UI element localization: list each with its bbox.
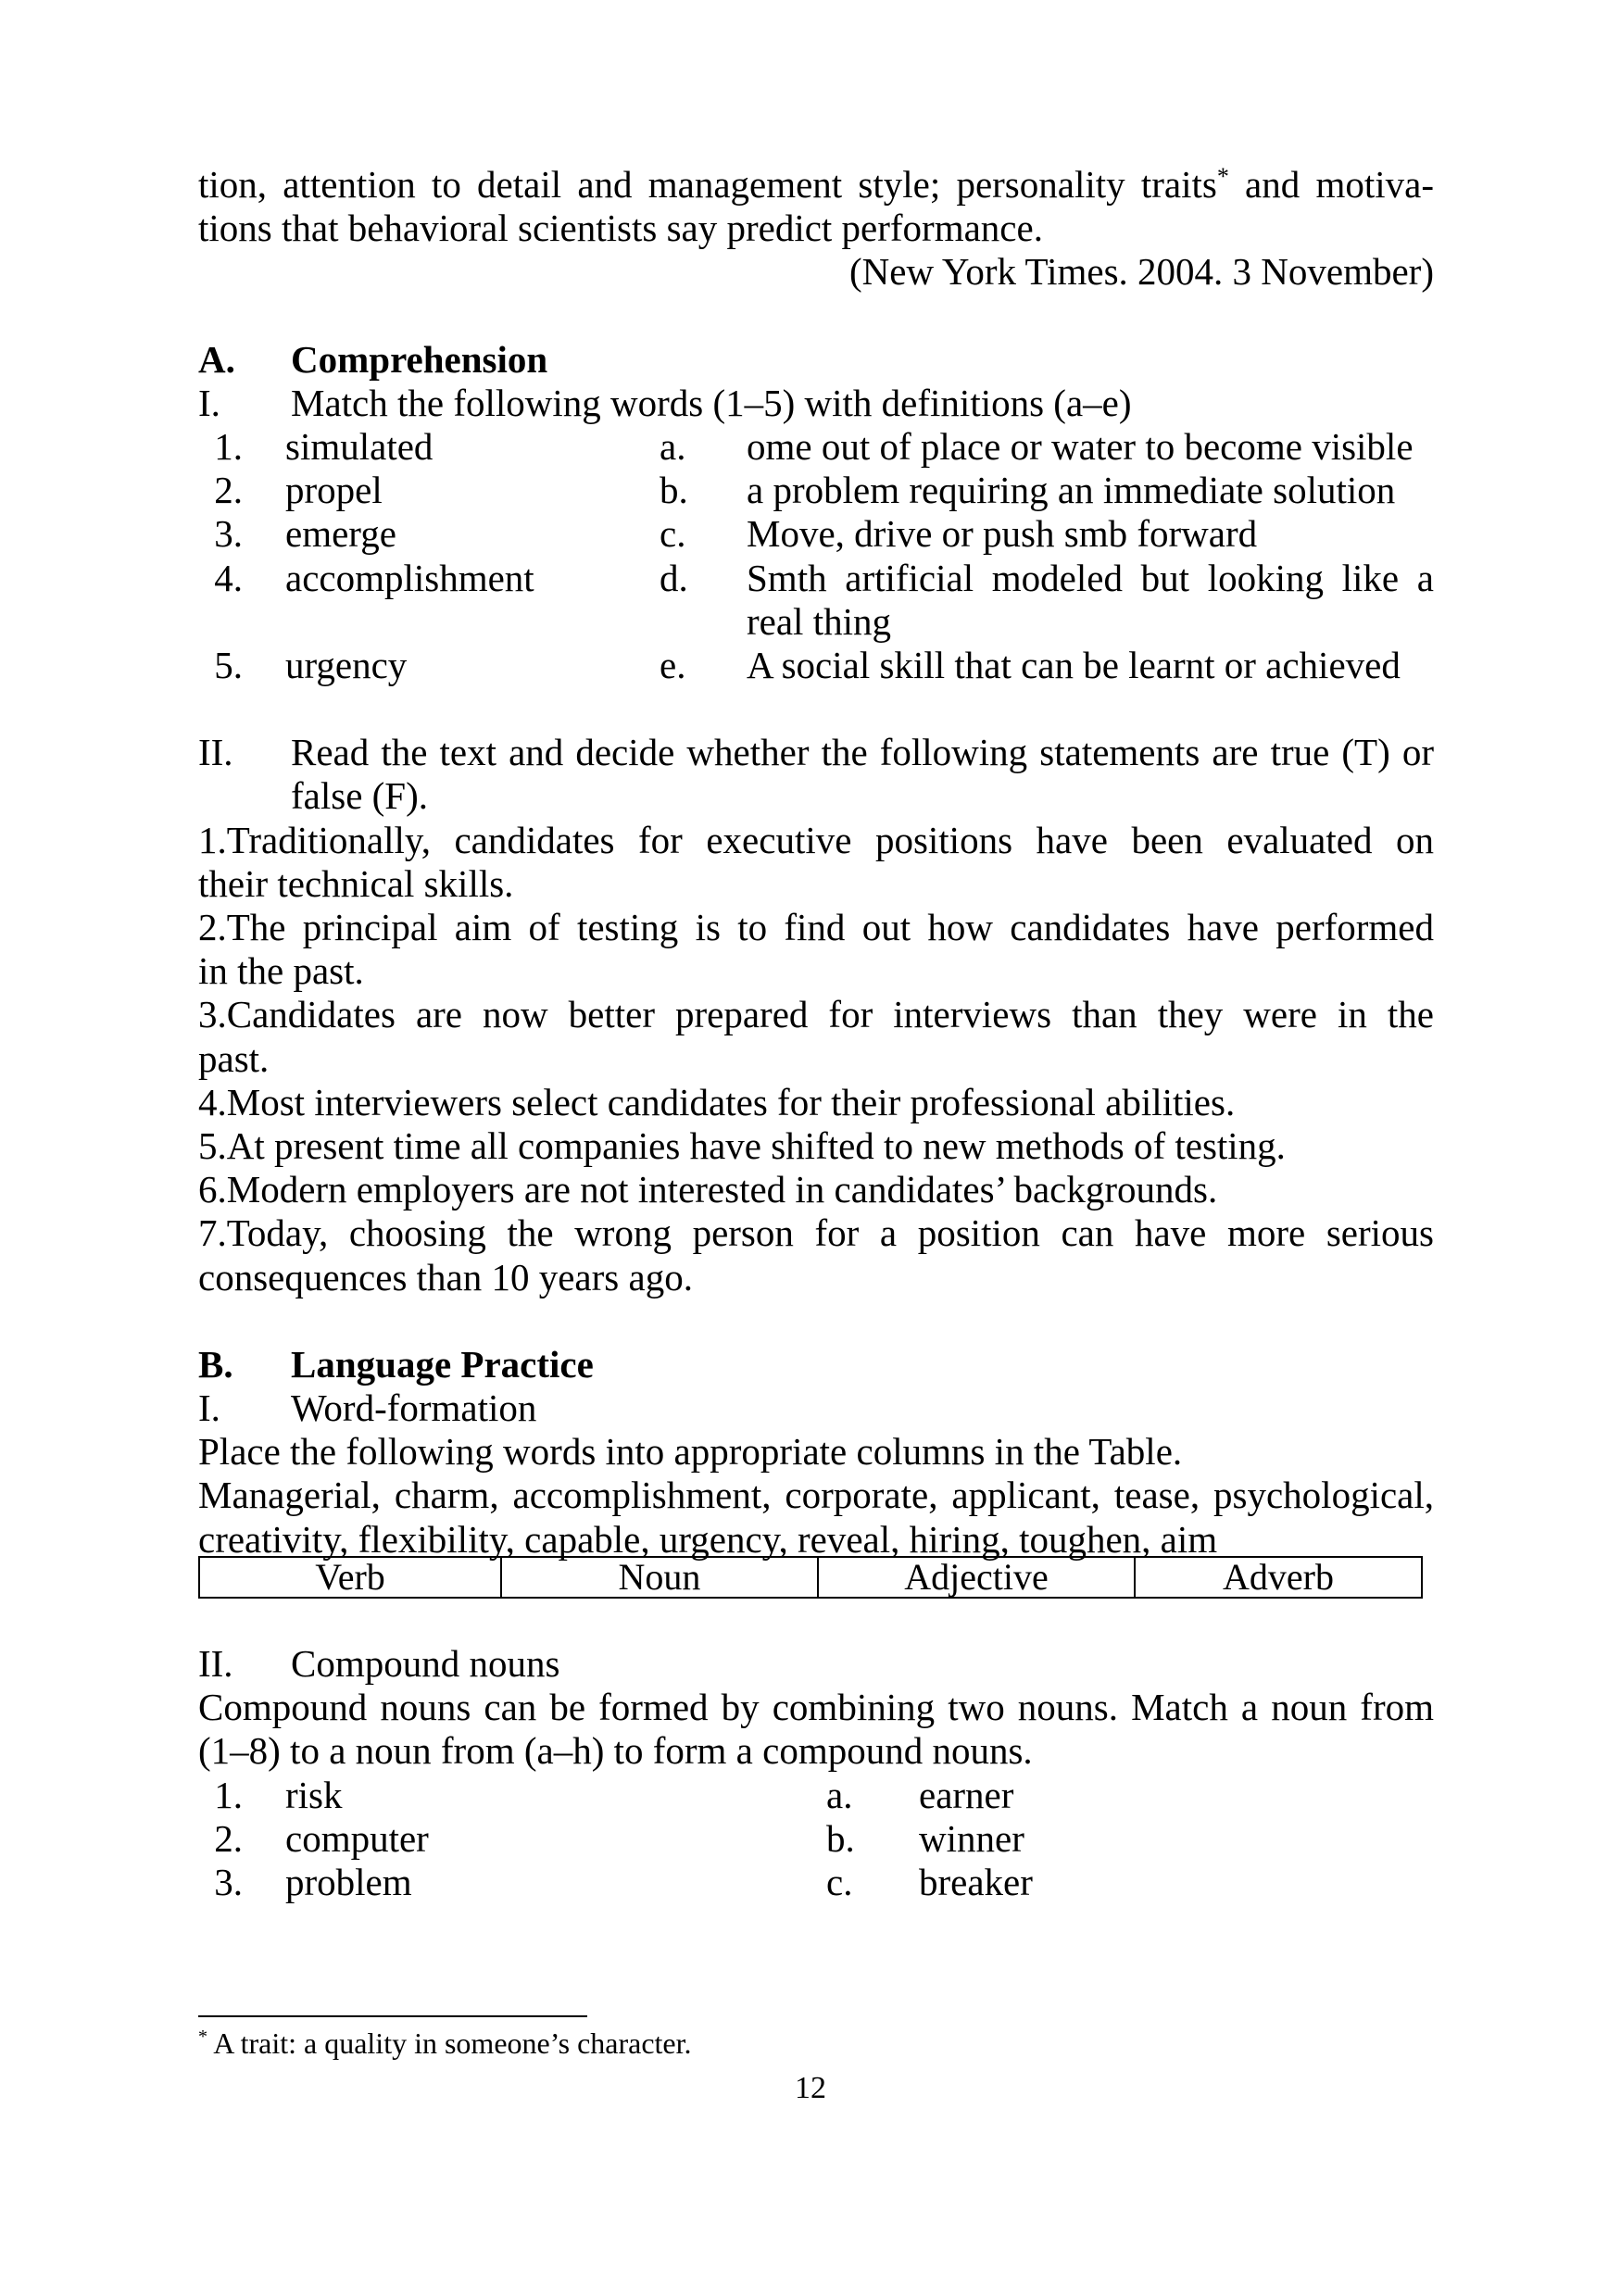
list-item: 3. emerge c. Move, drive or push smb forward xyxy=(214,512,1258,556)
exercise-b2-instruction-1: Compound nouns can be formed by combining two nouns. Match a noun from xyxy=(198,1686,1434,1729)
statement: 5.At present time all companies have shifted to new methods of testing. xyxy=(198,1124,1286,1168)
column-header-noun: Noun xyxy=(501,1557,818,1598)
word-list-line-2: creativity, flexibility, capable, urgency, reveal, hiring, toughen, aim xyxy=(198,1517,1218,1561)
statements-list xyxy=(198,819,1434,1299)
exercise-b1-title: I. Word-formation xyxy=(198,1386,537,1430)
list-item: 1. simulated a. ome out of place or water to become visible xyxy=(214,425,1414,469)
list-item: 1. risk a. earner xyxy=(214,1773,1014,1816)
exercise-b1-instruction: Place the following words into appropriate columns in the Table. xyxy=(198,1430,1183,1474)
list-item: 2. computer b. winner xyxy=(214,1816,1024,1860)
exercise-a1-instruction: I. Match the following words (1–5) with definitions (a–e) xyxy=(198,381,1132,424)
matching-list xyxy=(198,425,1434,687)
page-body xyxy=(198,163,1434,1904)
statement: 3.Candidates are now better prepared for interviews than they were in the past. xyxy=(198,993,1434,1080)
source-citation: (New York Times. 2004. 3 November) xyxy=(849,250,1434,294)
compound-list xyxy=(198,1774,1434,1905)
list-item: 5. urgency e. A social skill that can be learnt or achieved xyxy=(214,644,1401,687)
column-header-verb: Verb xyxy=(199,1557,501,1598)
intro-line-2: tions that behavioral scientists say predict performance. xyxy=(198,207,1043,250)
footnote-rule xyxy=(198,2015,587,2017)
list-item: 2. propel b. a problem requiring an immediate solution xyxy=(214,469,1396,512)
exercise-b2-instruction-2: (1–8) to a noun from (a–h) to form a compound nouns. xyxy=(198,1729,1033,1773)
word-list-line-1: Managerial, charm, accomplishment, corporate, applicant, tease, psychological, xyxy=(198,1474,1434,1517)
intro-line-1: tion, attention to detail and management style; personality traits* and motiva- xyxy=(198,163,1434,206)
statement: 6.Modern employers are not interested in candidates’ backgrounds. xyxy=(198,1168,1218,1211)
statement: 2.The principal aim of testing is to find out how candidates have performed in the past. xyxy=(198,906,1434,993)
exercise-b2-title: II. Compound nouns xyxy=(198,1641,560,1685)
word-formation-table xyxy=(198,1556,1423,1599)
statement: 7.Today, choosing the wrong person for a position can have more serious consequences than 10 years ago. xyxy=(198,1211,1434,1299)
page-number: 12 xyxy=(795,2071,826,2105)
column-header-adjective: Adjective xyxy=(818,1557,1135,1598)
list-item: 3. problem c. breaker xyxy=(214,1860,1033,1903)
exercise-a2-instruction: II. Read the text and decide whether the following statements are true (T) or false (F). xyxy=(198,731,1434,818)
column-header-adverb: Adverb xyxy=(1135,1557,1422,1598)
footnote-marker[interactable]: * xyxy=(1216,163,1229,190)
list-item: 4. accomplishment d. Smth artificial modeled but looking like a real thing xyxy=(214,556,1434,643)
section-a-heading: A. Comprehension xyxy=(198,337,548,381)
statement: 1.Traditionally, candidates for executive positions have been evaluated on their technical skills. xyxy=(198,818,1434,905)
footnote: * A trait: a quality in someone’s character. xyxy=(198,2026,692,2060)
statement: 4.Most interviewers select candidates for their professional abilities. xyxy=(198,1080,1236,1123)
section-b-heading: B. Language Practice xyxy=(198,1342,594,1386)
